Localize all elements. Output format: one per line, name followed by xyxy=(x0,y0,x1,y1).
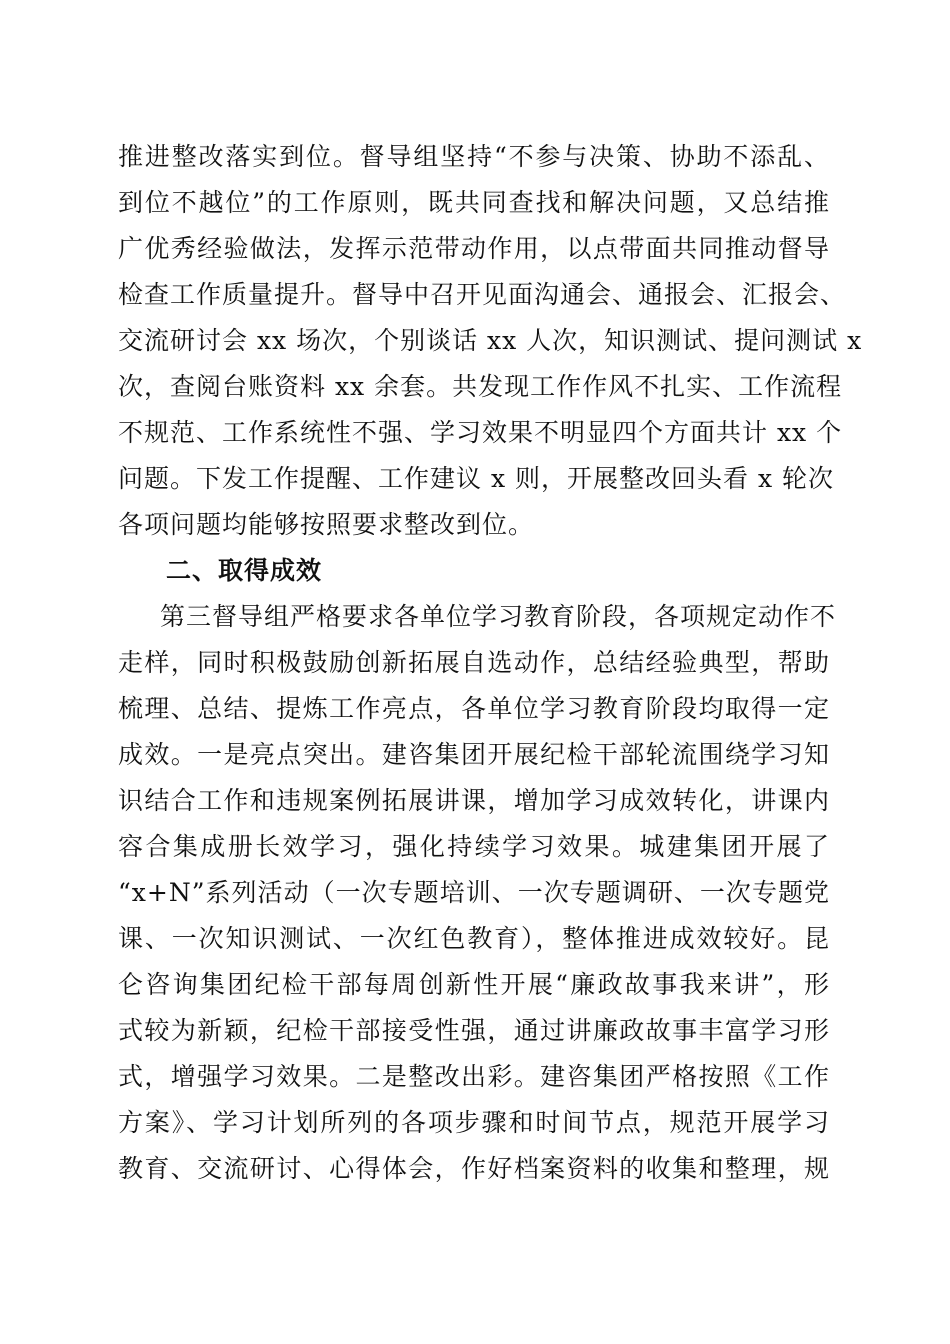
paragraph-line: 成效。一是亮点突出。建咨集团开展纪检干部轮流围绕学习知 xyxy=(118,740,830,769)
paragraph-line: 教育、交流研讨、心得体会，作好档案资料的收集和整理，规 xyxy=(118,1154,830,1183)
paragraph-line: 方案》、学习计划所列的各项步骤和时间节点，规范开展学习 xyxy=(118,1108,830,1137)
paragraph-line: 各项问题均能够按照要求整改到位。 xyxy=(118,510,535,539)
paragraph-line: 问题。下发工作提醒、工作建议 x 则，开展整改回头看 x 轮次 xyxy=(118,464,834,493)
paragraph-line: 仑咨询集团纪检干部每周创新性开展“廉政故事我来讲”，形 xyxy=(118,970,830,999)
paragraph-line: 交流研讨会 xx 场次，个别谈话 xx 人次，知识测试、提问测试 x xyxy=(118,326,863,355)
paragraph-line: 走样，同时积极鼓励创新拓展自选动作，总结经验典型，帮助 xyxy=(118,648,830,677)
paragraph-line: 梳理、总结、提炼工作亮点，各单位学习教育阶段均取得一定 xyxy=(118,694,830,723)
paragraph-line: 次，查阅台账资料 xx 余套。共发现工作作风不扎实、工作流程 xyxy=(118,372,843,401)
paragraph-line: 不规范、工作系统性不强、学习效果不明显四个方面共计 xx 个 xyxy=(118,418,843,447)
paragraph-line: 识结合工作和违规案例拓展讲课，增加学习成效转化，讲课内 xyxy=(118,786,830,815)
section-heading-text: 二、取得成效 xyxy=(166,556,323,585)
paragraph-line: 检查工作质量提升。督导中召开见面沟通会、通报会、汇报会、 xyxy=(118,280,847,309)
paragraph-line: 广优秀经验做法，发挥示范带动作用，以点带面共同推动督导 xyxy=(118,234,830,263)
paragraph-line: 容合集成册长效学习，强化持续学习效果。城建集团开展了 xyxy=(118,832,830,861)
paragraph-line: “x+N”系列活动（一次专题培训、一次专题调研、一次专题党 xyxy=(118,878,830,907)
paragraph-line: 推进整改落实到位。督导组坚持“不参与决策、协助不添乱、 xyxy=(118,142,830,171)
paragraph-line: 式，增强学习效果。二是整改出彩。建咨集团严格按照《工作 xyxy=(118,1062,830,1091)
paragraph-line: 课、一次知识测试、一次红色教育），整体推进成效较好。昆 xyxy=(118,924,830,953)
paragraph-line: 到位不越位”的工作原则，既共同查找和解决问题，又总结推 xyxy=(118,188,830,217)
paragraph-line: 式较为新颖，纪检干部接受性强，通过讲廉政故事丰富学习形 xyxy=(118,1016,830,1045)
paragraph-line: 第三督导组严格要求各单位学习教育阶段，各项规定动作不 xyxy=(160,602,837,631)
